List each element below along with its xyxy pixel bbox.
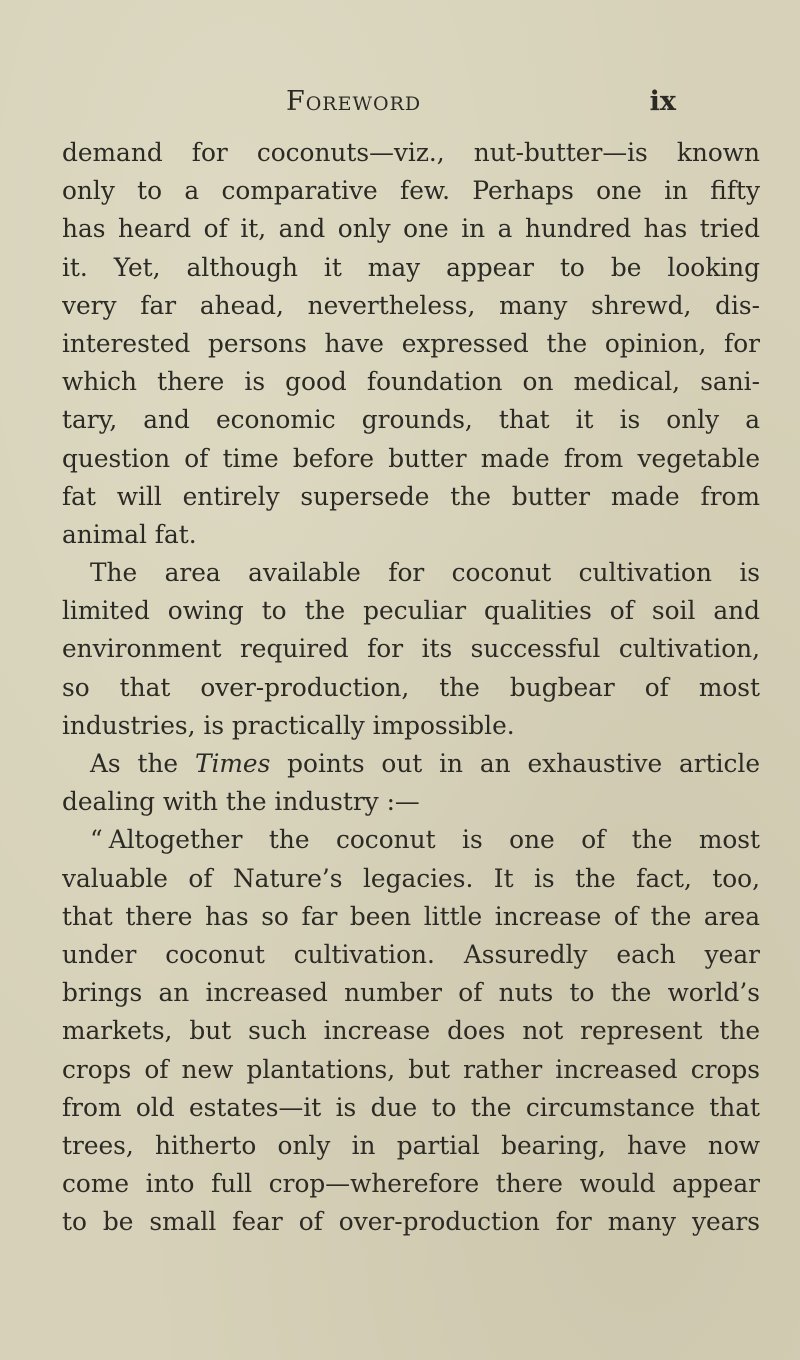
text-line: fat will entirely supersede the butter made from xyxy=(62,481,760,511)
body-text xyxy=(62,134,760,1241)
text-line: dealing with the industry :— xyxy=(62,787,420,817)
page-number: ix xyxy=(649,86,676,117)
text-line: only to a comparative few. Perhaps one in fifty xyxy=(62,176,760,206)
text-segment: points out in an exhaustive article xyxy=(270,749,760,778)
text-line: tary, and economic grounds, that it is only a xyxy=(62,405,760,435)
text-line: The area available for coconut cultivation is xyxy=(90,558,760,588)
running-title: Foreword xyxy=(286,86,422,117)
text-line: that there has so far been little increase of the area xyxy=(62,901,760,931)
text-line: trees, hitherto only in partial bearing, have now xyxy=(62,1130,760,1160)
text-line: come into full crop—wherefore there would appear xyxy=(62,1169,760,1199)
text-line: from old estates—it is due to the circumstance that xyxy=(62,1092,760,1122)
text-line: industries, is practically impossible. xyxy=(62,710,515,740)
text-line: crops of new plantations, but rather increased crops xyxy=(62,1054,760,1084)
quote-mark: “ xyxy=(90,825,103,855)
text-line xyxy=(62,821,760,859)
text-line: very far ahead, nevertheless, many shrewd, dis- xyxy=(62,290,760,320)
text-line: valuable of Nature’s legacies. It is the fact, too, xyxy=(62,863,760,893)
text-segment: Altogether the coconut is one of the most xyxy=(108,825,760,855)
text-line: interested persons have expressed the opinion, for xyxy=(62,328,760,358)
italic-title: Times xyxy=(194,749,271,778)
text-line: question of time before butter made from vegetable xyxy=(62,443,760,473)
text-line: limited owing to the peculiar qualities of soil and xyxy=(62,596,760,626)
text-line: brings an increased number of nuts to the world’s xyxy=(62,978,760,1008)
text-segment: As the xyxy=(90,749,195,778)
text-line: animal fat. xyxy=(62,519,197,549)
text-line: so that over-production, the bugbear of most xyxy=(62,672,760,702)
running-head xyxy=(0,86,800,126)
text-line: markets, but such increase does not represent the xyxy=(62,1016,760,1046)
text-line: has heard of it, and only one in a hundred has tried xyxy=(62,214,760,244)
text-line: it. Yet, although it may appear to be looking xyxy=(62,252,760,282)
text-line: under coconut cultivation. Assuredly each year xyxy=(62,939,760,969)
text-line: which there is good foundation on medical, sani- xyxy=(62,367,760,397)
text-line: environment required for its successful cultivation, xyxy=(62,634,760,664)
text-line: demand for coconuts—viz., nut-butter—is known xyxy=(62,138,760,167)
text-line xyxy=(62,745,760,783)
text-line: to be small fear of over-production for many years xyxy=(62,1207,760,1237)
